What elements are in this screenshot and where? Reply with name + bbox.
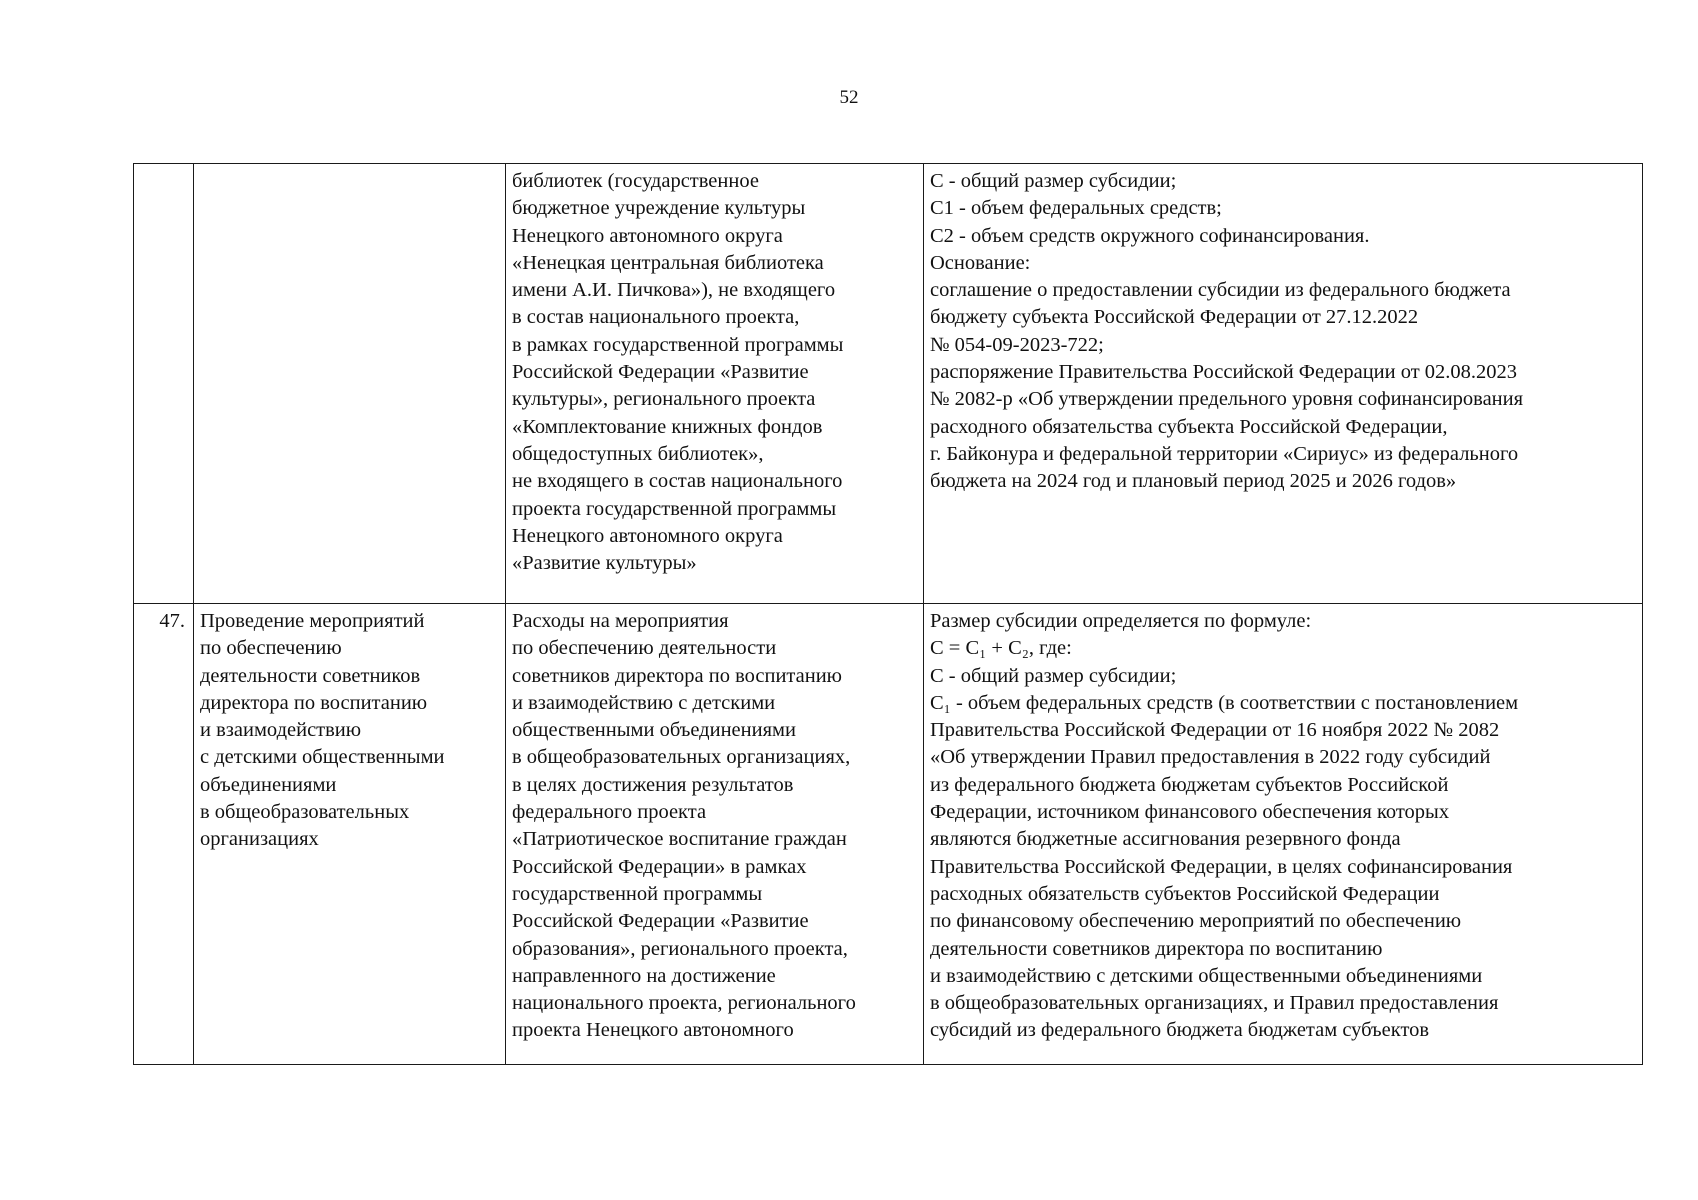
cell-text-line: соглашение о предоставлении субсидии из федерального бюджета bbox=[930, 279, 1511, 302]
cell-text-line: деятельности советников bbox=[200, 664, 421, 687]
cell-text-line: Российской Федерации «Развитие bbox=[512, 910, 809, 933]
cell-text-line: Размер субсидии определяется по формуле: bbox=[930, 610, 1312, 632]
formula-cell bbox=[924, 164, 1643, 604]
page-number: 52 bbox=[839, 87, 859, 108]
cell-text-line: деятельности советников директора по воспитанию bbox=[930, 937, 1383, 960]
cell-text-line: организациях bbox=[200, 828, 319, 851]
cell-text-line: и взаимодействию с детскими bbox=[512, 691, 776, 714]
row-number-cell bbox=[134, 164, 194, 604]
row-number-cell: 47. bbox=[134, 604, 194, 1065]
cell-text-line: в рамках государственной программы bbox=[512, 333, 844, 356]
cell-text-line: культуры», регионального проекта bbox=[512, 388, 816, 411]
cell-text-line: проекта государственной программы bbox=[512, 497, 837, 520]
cell-text-line: «Ненецкая центральная библиотека bbox=[512, 251, 824, 274]
cell-text-line: являются бюджетные ассигнования резервного фонда bbox=[930, 828, 1401, 851]
cell-text-line: С - общий размер субсидии; bbox=[930, 664, 1177, 687]
table-row-continued bbox=[134, 164, 1643, 604]
cell-text-line: по обеспечению деятельности bbox=[512, 637, 777, 660]
cell-text-line: с детскими общественными bbox=[200, 746, 445, 769]
cell-text-line: С - общий размер субсидии; bbox=[930, 170, 1177, 192]
cell-text-line: г. Байконура и федеральной территории «Сириус» из федерального bbox=[930, 442, 1519, 465]
cell-text-line: национального проекта, регионального bbox=[512, 992, 856, 1015]
cell-text-line: бюджету субъекта Российской Федерации от 27.12.2022 bbox=[930, 306, 1419, 329]
cell-text-line: Российской Федерации» в рамках bbox=[512, 855, 807, 878]
cell-text-line: «Развитие культуры» bbox=[512, 552, 697, 575]
cell-text-line: Федерации, источником финансового обеспечения которых bbox=[930, 801, 1450, 824]
cell-text-line: проекта Ненецкого автономного bbox=[512, 1019, 794, 1042]
cell-text-line: общественными объединениями bbox=[512, 719, 796, 742]
cell-text-line: направленного на достижение bbox=[512, 964, 776, 987]
cell-text-line: Правительства Российской Федерации, в целях софинансирования bbox=[930, 855, 1513, 878]
cell-text-line: библиотек (государственное bbox=[512, 170, 759, 192]
cell-text-line: С = С₁ + С₂, где: bbox=[930, 637, 1072, 660]
cell-text-line: Российской Федерации «Развитие bbox=[512, 361, 809, 384]
formula-cell bbox=[924, 604, 1643, 1065]
cell-text-line: федерального проекта bbox=[512, 801, 707, 824]
cell-text-line: «Патриотическое воспитание граждан bbox=[512, 828, 847, 851]
cell-text-line: Ненецкого автономного округа bbox=[512, 524, 783, 547]
cell-text-line: образования», регионального проекта, bbox=[512, 937, 848, 960]
cell-text-line: бюджетное учреждение культуры bbox=[512, 197, 806, 220]
cell-text-line: директора по воспитанию bbox=[200, 691, 428, 714]
cell-text-line: Расходы на мероприятия bbox=[512, 610, 729, 632]
purpose-cell bbox=[506, 604, 924, 1065]
cell-text-line: и взаимодействию bbox=[200, 719, 362, 742]
cell-text-line: С1 - объем федеральных средств; bbox=[930, 197, 1222, 220]
cell-text-line: Проведение мероприятий bbox=[200, 610, 425, 632]
cell-text-line: по обеспечению bbox=[200, 637, 342, 660]
cell-text-line: субсидий из федерального бюджета бюджетам субъектов bbox=[930, 1019, 1430, 1042]
cell-text-line: № 2082-р «Об утверждении предельного уровня софинансирования bbox=[930, 388, 1524, 411]
event-name-cell bbox=[194, 604, 506, 1065]
cell-text-line: и взаимодействию с детскими общественными объединениями bbox=[930, 964, 1483, 987]
cell-text-line: советников директора по воспитанию bbox=[512, 664, 842, 687]
cell-text-line: расходных обязательств субъектов Российской Федерации bbox=[930, 882, 1440, 905]
cell-text-line: С₁ - объем федеральных средств (в соответствии с постановлением bbox=[930, 691, 1519, 714]
cell-text-line: Основание: bbox=[930, 251, 1031, 274]
cell-text-line: в общеобразовательных bbox=[200, 801, 410, 824]
event-name-cell bbox=[194, 164, 506, 604]
cell-text-line: по финансовому обеспечению мероприятий по обеспечению bbox=[930, 910, 1462, 933]
cell-text-line: «Об утверждении Правил предоставления в 2022 году субсидий bbox=[930, 746, 1491, 769]
cell-text-line: Ненецкого автономного округа bbox=[512, 224, 783, 247]
cell-text-line: С2 - объем средств окружного софинансирования. bbox=[930, 224, 1370, 247]
cell-text-line: в общеобразовательных организациях, и Правил предоставления bbox=[930, 992, 1499, 1015]
cell-text-line: общедоступных библиотек», bbox=[512, 442, 764, 465]
cell-text-line: имени А.И. Пичкова»), не входящего bbox=[512, 279, 836, 302]
cell-text-line: объединениями bbox=[200, 773, 337, 796]
cell-text-line: в целях достижения результатов bbox=[512, 773, 794, 796]
cell-text-line: расходного обязательства субъекта Российской Федерации, bbox=[930, 415, 1448, 438]
cell-text-line: в общеобразовательных организациях, bbox=[512, 746, 851, 769]
cell-text-line: распоряжение Правительства Российской Федерации от 02.08.2023 bbox=[930, 361, 1518, 384]
cell-text-line: государственной программы bbox=[512, 882, 763, 905]
subsidy-table bbox=[133, 163, 1643, 1065]
cell-text-line: «Комплектование книжных фондов bbox=[512, 415, 823, 438]
table-row-47 bbox=[134, 604, 1643, 1065]
cell-text-line: в состав национального проекта, bbox=[512, 306, 800, 329]
purpose-cell bbox=[506, 164, 924, 604]
cell-text-line: из федерального бюджета бюджетам субъектов Российской bbox=[930, 773, 1449, 796]
cell-text-line: Правительства Российской Федерации от 16 ноября 2022 № 2082 bbox=[930, 719, 1500, 742]
cell-text-line: бюджета на 2024 год и плановый период 2025 и 2026 годов» bbox=[930, 470, 1457, 493]
cell-text-line: не входящего в состав национального bbox=[512, 470, 843, 493]
cell-text-line: № 054-09-2023-722; bbox=[930, 333, 1104, 356]
